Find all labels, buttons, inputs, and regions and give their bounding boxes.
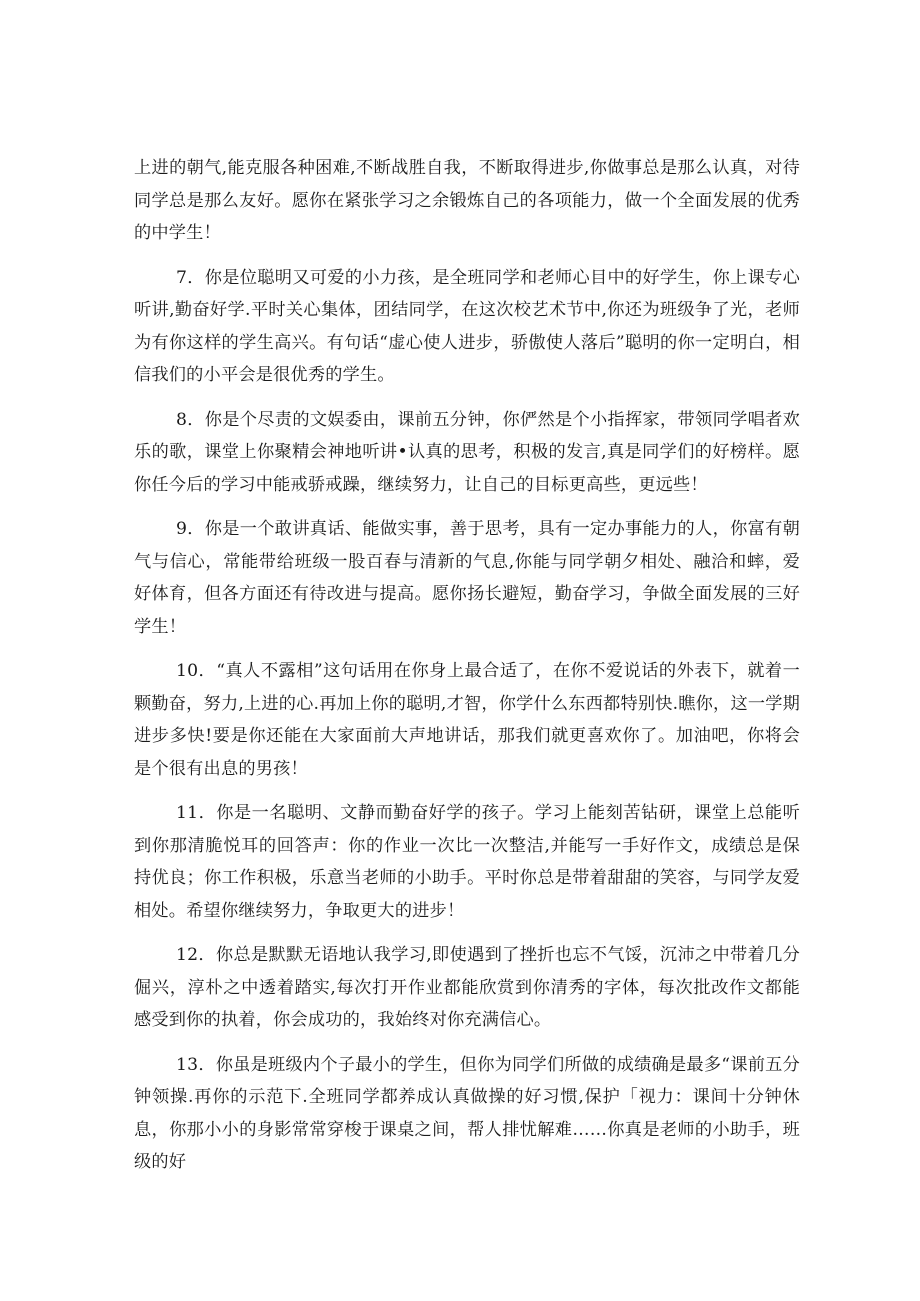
paragraph-item-10: 10．“真人不露相”这句话用在你身上最合适了，在你不爱说话的外表下，就着一颗勤奋，努力,上进的心.再加上你的聪明,才智，你学什么东西都特别快.瞧你，这一学期进步多快!要是你还能在大家面前大声地讲话，那我们就更喜欢你了。加油吧，你将会是个很有出息的男孩！ [134, 661, 800, 779]
paragraph-item-12: 12．你总是默默无语地认我学习,即使遇到了挫折也忘不气馁，沉沛之中带着几分倔兴，淳朴之中透着踏实,每次打开作业都能欣赏到你清秀的字体，每次批改作文都能感受到你的执着，你会成功的，我始终对你充满信心。 [134, 945, 800, 1030]
document-body [134, 152, 800, 1191]
paragraph-item-8: 8．你是个尽责的文娱委由，课前五分钟，你俨然是个小指挥家，带领同学唱者欢乐的歌，课堂上你聚精会神地听讲•认真的思考，积极的发言,真是同学们的好榜样。愿你任今后的学习中能戒骄戒躁，继续努力，让自己的目标更高些，更远些！ [134, 409, 800, 495]
paragraph-item-13: 13．你虽是班级内个子最小的学生，但你为同学们所做的成绩确是最多“课前五分钟领操.再你的示范下.全班同学都养成认真做操的好习惯,保护「视力：课间十分钟休息，你那小小的身影常常穿梭于课桌之间，帮人排忧解难……你真是老师的小助手，班级的好 [134, 1054, 800, 1172]
paragraph-continuation: 上进的朝气,能克服各种困难,不断战胜自我，不断取得进步,你做事总是那么认真，对待同学总是那么友好。愿你在紧张学习之余锻炼自己的各项能力，做一个全面发展的优秀的中学生！ [134, 158, 800, 243]
paragraph-item-7: 7．你是位聪明又可爱的小力孩，是全班同学和老师心目中的好学生，你上课专心听讲,勤奋好学.平时关心集体，团结同学，在这次校艺术节中,你还为班级争了光，老师为有你这样的学生高兴。有句话“虚心使人进步，骄傲使人落后”聪明的你一定明白，相信我们的小平会是很优秀的学生。 [134, 267, 800, 385]
paragraph-item-11: 11．你是一名聪明、文静而勤奋好学的孩子。学习上能刻苦钻研，课堂上总能听到你那清脆悦耳的回答声：你的作业一次比一次整洁,并能写一手好作文，成绩总是保持优良；你工作积极，乐意当老师的小助手。平时你总是带着甜甜的笑容，与同学友爱相处。希望你继续努力，争取更大的进步！ [134, 803, 800, 921]
paragraph-item-9: 9．你是一个敢讲真话、能做实事，善于思考，具有一定办事能力的人，你富有朝气与信心，常能带给班级一股百春与清新的气息,你能与同学朝夕相处、融洽和蟀，爱好体育，但各方面还有待改进与提高。愿你扬长避短，勤奋学习，争做全面发展的三好学生！ [134, 519, 800, 637]
